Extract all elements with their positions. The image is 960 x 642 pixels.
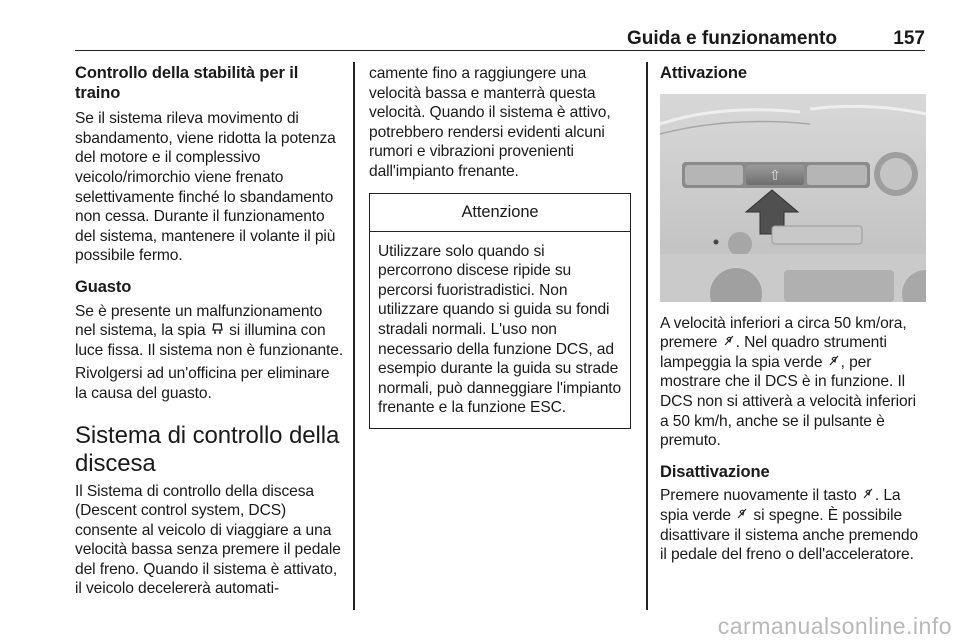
section-title-deactivation: Disattivazione <box>660 462 770 481</box>
activation-text-part3: , per mostrare che il DCS è in funzione. Il DCS non si attiverà a velocità inferiori a 50 km/h, anche se il pulsante è premuto. <box>660 353 917 450</box>
fault-text-part2: si illumina con luce fissa. Il sistema non è funzionante. <box>75 322 344 359</box>
column-1 <box>75 64 345 599</box>
warning-title: Attenzione <box>370 194 630 232</box>
page-header <box>75 28 925 51</box>
section-heading-dcs: Sistema di controllo della discesa <box>75 421 340 477</box>
dcs-continuation-text: camente fino a raggiungere una velocità bassa e manterrà questa velocità. Quando il sistema è attivo, potrebbero rendersi evidenti alcuni rumori e vibrazioni provenienti dall'impianto frenante. <box>369 65 611 180</box>
fault-text <box>75 302 345 361</box>
column-2 <box>369 64 634 429</box>
column-divider-2 <box>646 62 648 610</box>
fault-text-part1: Se è presente un malfunzionamento nel sistema, la spia <box>75 302 323 340</box>
dcs-button-photo <box>660 94 926 302</box>
warning-box <box>369 193 631 429</box>
activation-text-part2: . Nel quadro strumenti lampeggia la spia verde <box>660 334 887 371</box>
svg-text:⇧: ⇧ <box>769 167 781 184</box>
descent-control-icon <box>722 333 736 350</box>
section-title-fault: Guasto <box>75 277 132 296</box>
chapter-title: Guida e funzionamento <box>626 28 837 49</box>
column-divider-1 <box>353 62 355 610</box>
warning-text: Utilizzare solo quando si percorrono discese ripide su percorsi fuoristradistici. Non utilizzare quando si guida su fondi stradali normali. L'uso non necessario della funzione DCS, ad esempio durante la guida su strade normali, può danneggiare l'impianto frenante e la funzione ESC. <box>378 242 622 417</box>
deactivation-text <box>660 486 926 564</box>
descent-control-icon <box>735 506 749 523</box>
deactivation-text-part1: Premere nuovamente il tasto <box>660 487 857 505</box>
section-title-activation: Attivazione <box>660 64 747 82</box>
activation-text-part1: A velocità inferiori a circa 50 km/ora, premere <box>660 314 907 352</box>
fault-text-2: Rivolgersi ad un'officina per eliminare la causa del guasto. <box>75 365 330 402</box>
descent-control-icon <box>827 353 841 370</box>
descent-control-icon <box>861 486 875 503</box>
watermark: carmanualsonline.info <box>717 613 952 639</box>
deactivation-text-part3: si spegne. È possibile disattivare il sistema anche premendo il pedale del freno o dell'acceleratore. <box>660 506 919 564</box>
column-3 <box>660 64 926 565</box>
activation-text <box>660 314 926 451</box>
deactivation-text-part2: . La spia verde <box>660 487 901 524</box>
section-title-trailer-stability: Controllo della stabilità per il traino <box>75 64 299 102</box>
dcs-intro-text: Il Sistema di controllo della discesa (Descent control system, DCS) consente al veicolo di viaggiare a una velocità bassa senza premere il pedale del freno. Quando il sistema è attivato, il veicolo decelererà automati- <box>75 482 341 598</box>
page-number: 157 <box>893 28 925 49</box>
trailer-stability-text: Se il sistema rileva movimento di sbandamento, viene ridotta la potenza del motore e il complessivo veicolo/rimorchio viene frenato selettivamente finché lo sbandamento non cessa. Durante il funzionamento del sistema, mantenere il volante il più possibile fermo. <box>75 110 336 265</box>
trailer-stability-warning-icon <box>210 321 225 338</box>
